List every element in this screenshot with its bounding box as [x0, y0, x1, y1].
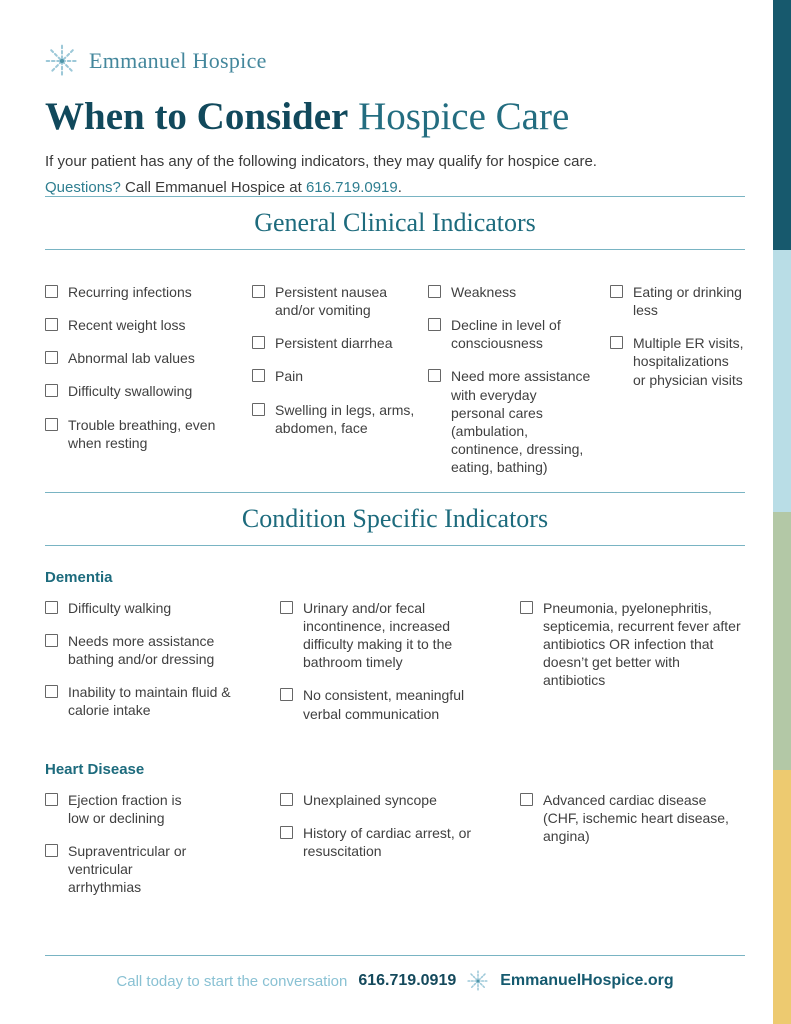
checklist-item [45, 316, 252, 334]
title-rest: Hospice Care [348, 95, 570, 138]
general-column-3 [428, 283, 610, 492]
checklist-item [252, 334, 428, 352]
dementia-column-2 [280, 599, 520, 738]
checkbox-label: Decline in level of consciousness [451, 317, 561, 352]
heart-column-1 [45, 791, 280, 912]
footer-cta-text: Call today to start the conversation [116, 972, 348, 990]
checklist-item [45, 791, 280, 827]
checkbox-label: Weakness [451, 283, 517, 300]
checklist-item [428, 367, 610, 476]
checklist-item [428, 316, 610, 352]
checkbox-label: Pneumonia, pyelonephritis, septicemia, recurrent fever after antibiotics OR infection that doesn’t get better with antibiotics [543, 599, 741, 689]
footer-phone: 616.719.0919 [358, 972, 457, 989]
questions-line [45, 179, 745, 196]
title-emphasis: When to Consider [45, 95, 349, 138]
checkbox[interactable] [280, 826, 293, 839]
checkbox[interactable] [45, 318, 58, 331]
checkbox[interactable] [45, 844, 58, 857]
divider [45, 955, 745, 956]
edge-bar-green-segment [773, 512, 791, 770]
checkbox[interactable] [610, 336, 623, 349]
checkbox-label: Need more assistance with everyday personal cares (ambulation, continence, dressing, eating, bathing) [451, 368, 591, 476]
questions-period: . [397, 178, 402, 196]
checkbox[interactable] [45, 601, 58, 614]
checkbox[interactable] [610, 285, 623, 298]
checkbox[interactable] [428, 369, 441, 382]
condition-section-heading: Condition Specific Indicators [241, 503, 549, 533]
edge-bar-teal-segment [773, 0, 791, 250]
edge-color-bar [773, 0, 791, 1024]
dementia-column-1 [45, 599, 280, 738]
checkbox[interactable] [45, 384, 58, 397]
checkbox[interactable] [45, 793, 58, 806]
checklist-item [45, 683, 280, 719]
heart-disease-heading: Heart Disease [45, 760, 145, 778]
heart-column-3 [520, 791, 745, 912]
checkbox-label: Recurring infections [68, 283, 192, 300]
brand-name: Emmanuel Hospice [89, 48, 267, 73]
checklist-item [45, 382, 252, 400]
general-column-2 [252, 283, 428, 492]
checklist-item [520, 791, 745, 846]
checkbox-label: Persistent nausea and/or vomiting [275, 283, 388, 319]
footer-website: EmmanuelHospice.org [500, 972, 674, 989]
divider [45, 545, 745, 546]
header-phone: 616.719.0919 [305, 178, 398, 196]
checkbox-label: Persistent diarrhea [275, 335, 393, 352]
checkbox-label: Swelling in legs, arms, abdomen, face [275, 401, 415, 436]
checkbox[interactable] [280, 793, 293, 806]
checkbox[interactable] [252, 336, 265, 349]
checkbox[interactable] [280, 688, 293, 701]
checklist-item [252, 367, 428, 385]
checklist-item [45, 842, 280, 897]
edge-bar-gold-segment [773, 770, 791, 1024]
checklist-item [45, 416, 252, 452]
checkbox-label: Difficulty swallowing [68, 383, 193, 400]
checkbox[interactable] [252, 285, 265, 298]
page-title [45, 96, 745, 139]
divider [45, 492, 745, 493]
footer [0, 955, 790, 1024]
checkbox-label: Inability to maintain fluid & calorie intake [68, 684, 231, 719]
checklist-item [520, 599, 745, 690]
checkbox-label: Urinary and/or fecal incontinence, increased difficulty making it to the bathroom timely [303, 599, 453, 671]
checkbox[interactable] [428, 318, 441, 331]
checkbox[interactable] [252, 369, 265, 382]
checklist-item [45, 283, 252, 301]
checkbox[interactable] [280, 601, 293, 614]
checklist-item [280, 686, 520, 722]
checkbox-label: History of cardiac arrest, or resuscitation [303, 824, 472, 860]
checklist-item [280, 599, 520, 672]
checkbox[interactable] [252, 403, 265, 416]
intro-text: If your patient has any of the following indicators, they may qualify for hospice care. [45, 152, 597, 170]
checkbox-label: Abnormal lab values [68, 350, 195, 367]
dementia-column-3 [520, 599, 745, 738]
general-section-heading: General Clinical Indicators [254, 207, 536, 237]
checkbox-label: Needs more assistance bathing and/or dressing [68, 632, 215, 667]
checklist-item [45, 599, 280, 617]
general-column-4 [610, 283, 745, 492]
heart-column-2 [280, 791, 520, 912]
checkbox-label: Supraventricular or ventricular arrhythmias [68, 843, 187, 896]
snowflake-icon [45, 44, 79, 78]
checkbox[interactable] [520, 601, 533, 614]
checkbox-label: Trouble breathing, even when resting [68, 416, 216, 451]
checkbox[interactable] [45, 418, 58, 431]
checklist-item [610, 283, 745, 319]
checkbox-label: Eating or drinking less [633, 283, 742, 319]
heart-disease-indicators-grid [45, 791, 745, 912]
snowflake-icon [467, 970, 489, 992]
divider [45, 196, 745, 197]
footer-line [45, 970, 745, 992]
checkbox-label: Pain [275, 368, 304, 385]
checkbox[interactable] [428, 285, 441, 298]
checklist-item [45, 632, 280, 668]
checklist-item [252, 283, 428, 319]
checklist-item [280, 791, 520, 809]
checkbox[interactable] [45, 351, 58, 364]
general-indicators-grid [45, 283, 745, 492]
checklist-item [280, 824, 520, 860]
checkbox-label: Multiple ER visits, hospitalizations or physician visits [633, 335, 744, 388]
checklist-item [428, 283, 610, 301]
checklist-item [45, 349, 252, 367]
checkbox-label: Recent weight loss [68, 317, 186, 334]
dementia-heading: Dementia [45, 568, 113, 586]
checkbox[interactable] [45, 685, 58, 698]
edge-bar-blue-segment [773, 250, 791, 512]
divider [45, 249, 745, 250]
general-column-1 [45, 283, 252, 492]
questions-body: Call Emmanuel Hospice at [120, 178, 306, 196]
checklist-item [252, 401, 428, 437]
questions-label: Questions? [45, 178, 121, 196]
checkbox-label: Advanced cardiac disease (CHF, ischemic heart disease, angina) [543, 791, 729, 845]
checkbox-label: No consistent, meaningful verbal communication [303, 687, 465, 722]
checklist-item [610, 334, 745, 389]
checkbox-label: Ejection fraction is low or declining [68, 791, 182, 826]
checkbox[interactable] [45, 285, 58, 298]
checkbox-label: Difficulty walking [68, 599, 172, 616]
brand-header [45, 44, 745, 78]
checkbox[interactable] [45, 634, 58, 647]
dementia-indicators-grid [45, 599, 745, 738]
checkbox-label: Unexplained syncope [303, 791, 437, 808]
checkbox[interactable] [520, 793, 533, 806]
